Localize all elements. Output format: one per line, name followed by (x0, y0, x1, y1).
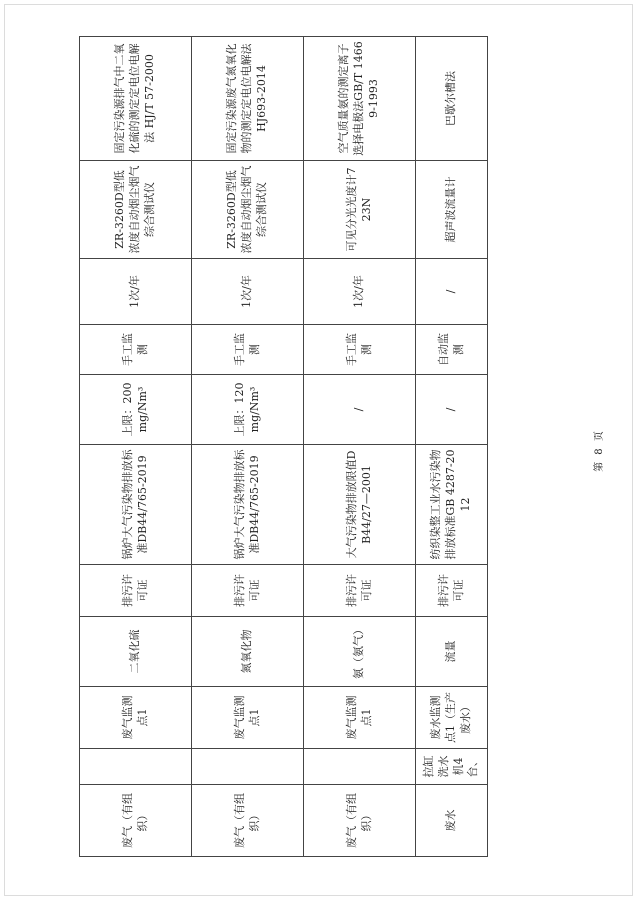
table-row (304, 37, 416, 857)
cell-mode: 手工监测 (192, 325, 304, 375)
cell-frequency: 1次/年 (304, 259, 416, 325)
cell-source (80, 749, 192, 785)
cell-category: 废气（有组织） (80, 785, 192, 857)
cell-standard: 纺织染整工业水污染物排放标准GB 4287-2012 (416, 445, 488, 565)
cell-basis: 排污许可证 (192, 565, 304, 617)
cell-point: 废气监测点1 (192, 687, 304, 749)
cell-limit: 上限：200mg/Nm³ (80, 375, 192, 445)
cell-frequency: 1次/年 (192, 259, 304, 325)
cell-instrument: 超声波流量计 (416, 161, 488, 259)
cell-standard: 锅炉大气污染物排放标准DB44/765-2019 (80, 445, 192, 565)
cell-standard: 大气污染物排放限值DB44/27—2001 (304, 445, 416, 565)
cell-instrument: ZR-3260D型低浓度自动烟尘烟气综合测试仪 (80, 161, 192, 259)
cell-instrument: 可见分光光度计723N (304, 161, 416, 259)
cell-category: 废气（有组织） (192, 785, 304, 857)
cell-limit: 上限：120mg/Nm³ (192, 375, 304, 445)
cell-mode: 手工监测 (80, 325, 192, 375)
cell-limit: / (304, 375, 416, 445)
table-row (416, 37, 488, 857)
cell-frequency: 1次/年 (80, 259, 192, 325)
table-row (192, 37, 304, 857)
cell-basis: 排污许可证 (304, 565, 416, 617)
cell-basis: 排污许可证 (416, 565, 488, 617)
cell-source: 拉缸洗水机4台、 (416, 749, 488, 785)
cell-frequency: / (416, 259, 488, 325)
cell-category: 废水 (416, 785, 488, 857)
cell-point: 废气监测点1 (80, 687, 192, 749)
cell-method: 巴歇尔槽法 (416, 37, 488, 161)
cell-method: 空气质量氨的测定离子选择电极法GB/T 14669-1993 (304, 37, 416, 161)
cell-pollutant: 氮氧化物 (192, 617, 304, 687)
cell-basis: 排污许可证 (80, 565, 192, 617)
cell-pollutant: 氨（氨气） (304, 617, 416, 687)
monitoring-table (79, 36, 488, 857)
cell-instrument: ZR-3260D型低浓度自动烟尘烟气综合测试仪 (192, 161, 304, 259)
cell-point: 废气监测点1 (304, 687, 416, 749)
cell-pollutant: 流量 (416, 617, 488, 687)
cell-source (304, 749, 416, 785)
cell-mode: 手工监测 (304, 325, 416, 375)
cell-category: 废气（有组织） (304, 785, 416, 857)
cell-pollutant: 二氧化硫 (80, 617, 192, 687)
table-row (80, 37, 192, 857)
cell-method: 固定污染源排气中二氧化硫的测定定电位电解法 HJ/T 57-2000 (80, 37, 192, 161)
cell-point: 废水监测点1（生产废水） (416, 687, 488, 749)
cell-standard: 锅炉大气污染物排放标准DB44/765-2019 (192, 445, 304, 565)
cell-source (192, 749, 304, 785)
cell-method: 固定污染源废气氮氧化物的测定定电位电解法HJ693-2014 (192, 37, 304, 161)
page-number: 第 8 页 (594, 429, 605, 472)
cell-limit: / (416, 375, 488, 445)
cell-mode: 自动监测 (416, 325, 488, 375)
